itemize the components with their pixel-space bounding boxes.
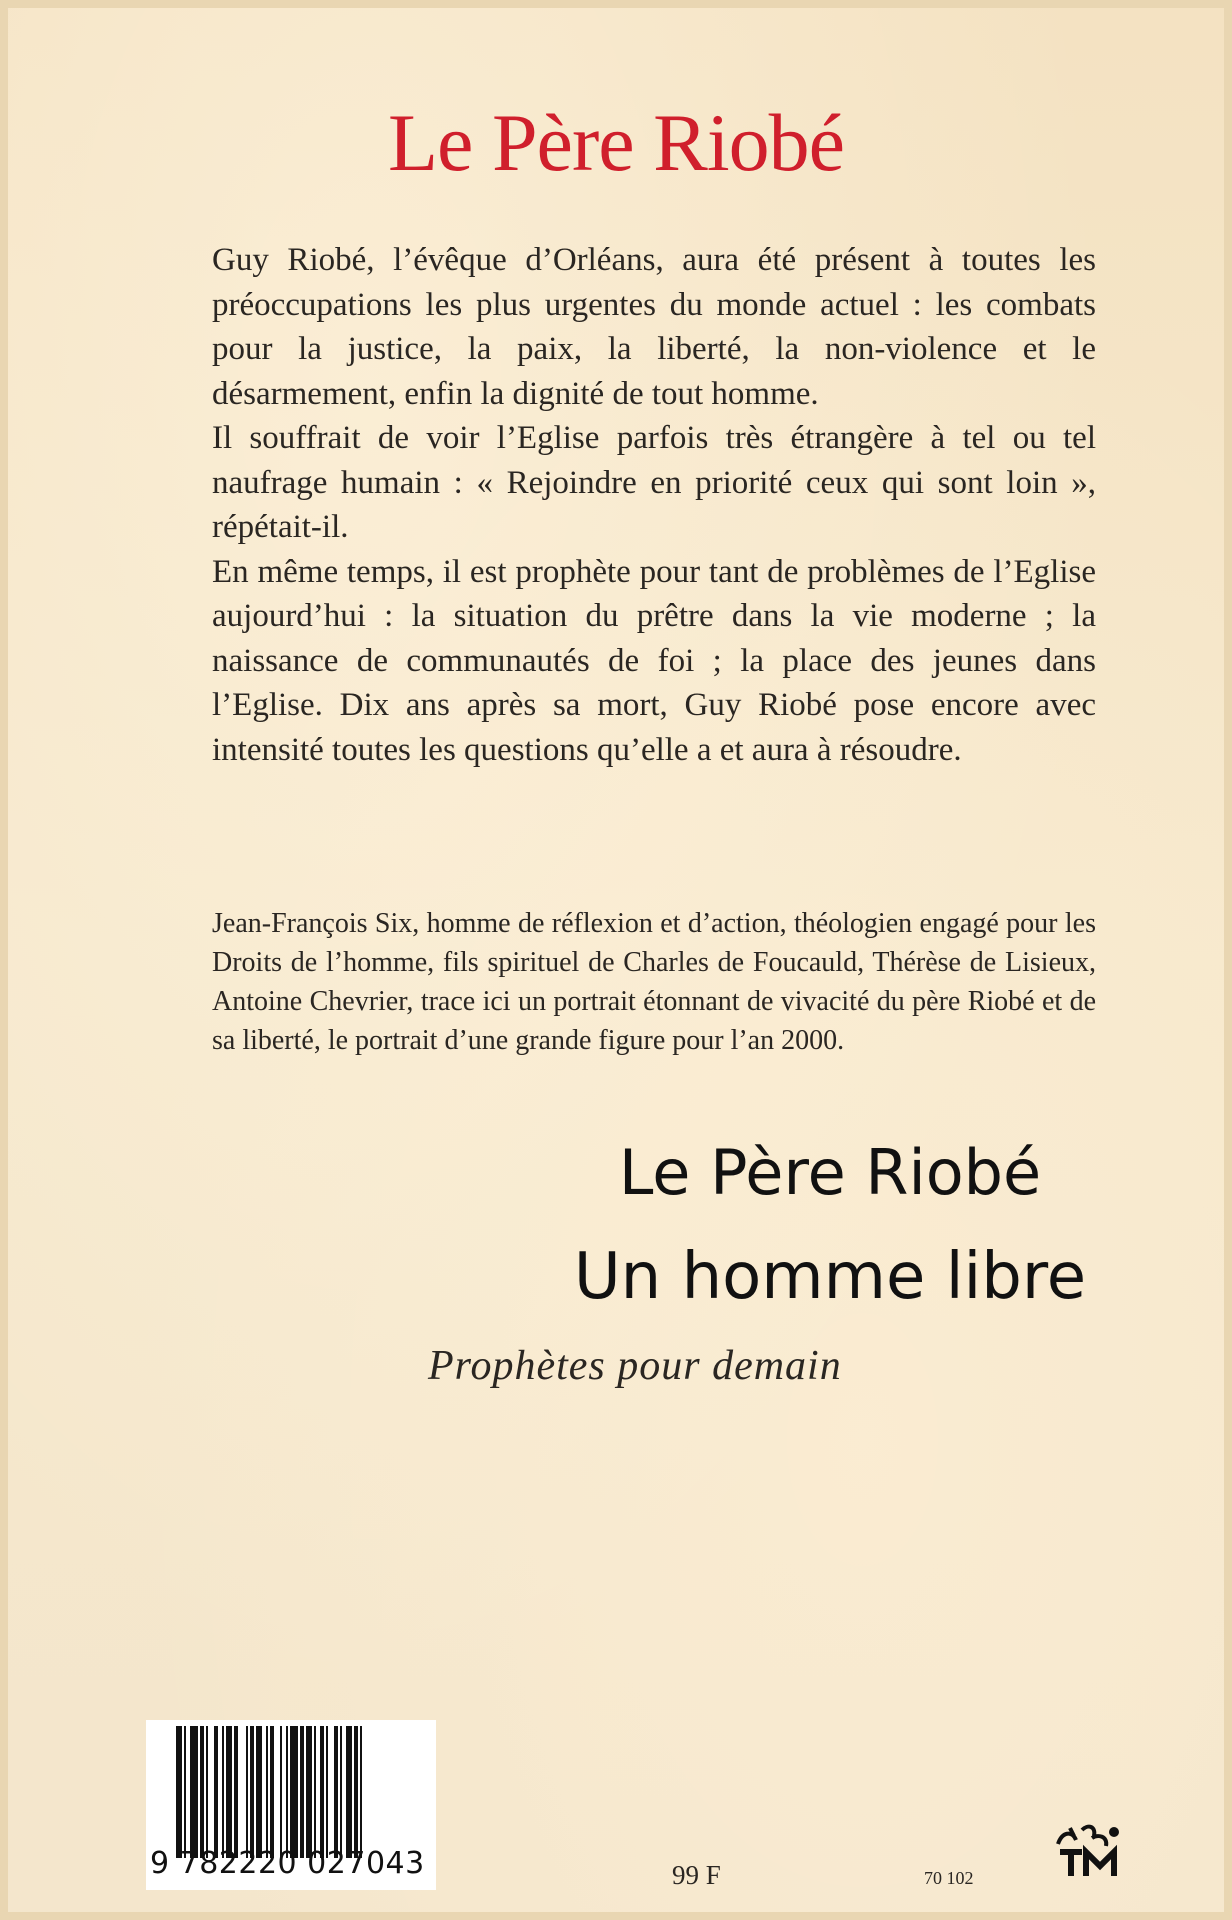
barcode-bar [214, 1726, 218, 1858]
barcode-bar [266, 1726, 268, 1858]
barcode-bar [234, 1726, 238, 1858]
cover-title: Le Père Riobé [387, 97, 845, 188]
blurb-paragraph-1: Guy Riobé, l’évêque d’Orléans, aura été présent à toutes les préoccupations les plus urgentes du monde actuel : les combats pour la justice, la paix, la liberté, la non-violence et le désarmement, enfin la dignité de tout homme. [212, 242, 1096, 412]
price: 99 F [672, 1860, 721, 1890]
barcode-bar [176, 1726, 182, 1858]
barcode-bar [286, 1726, 288, 1858]
barcode-bar [222, 1726, 224, 1858]
barcode-bar [246, 1726, 248, 1858]
barcode-bar [346, 1726, 352, 1858]
blurb-paragraph-2: Il souffrait de voir l’Eglise parfois très étrangère à tel ou tel naufrage humain : « Rejoindre en priorité ceux qui sont loin », répétait-il. [212, 420, 1096, 545]
barcode-bar [290, 1726, 298, 1858]
author-note: Jean-François Six, homme de réflexion et d’action, théologien engagé pour les Droits de l’homme, fils spirituel de Charles de Foucauld, Thérèse de Lisieux, Antoine Chevrier, trace ici un portrait étonnant de vivacité du père Riobé et de sa liberté, le portrait d’une grande figure pour l’an 2000. [212, 908, 1096, 1056]
handwritten-title: Le Père Riobé [618, 1136, 1042, 1209]
barcode-bar [300, 1726, 304, 1858]
barcode-bar [280, 1726, 282, 1858]
barcode-bar [326, 1726, 328, 1858]
barcode-bar [354, 1726, 358, 1858]
barcode-bar [184, 1726, 186, 1858]
isbn-number: 9 782220 027043 [150, 1846, 425, 1881]
barcode-bar [340, 1726, 342, 1858]
blurb-paragraph-3: En même temps, il est prophète pour tant de problèmes de l’Eglise aujourd’hui : la situation du prêtre dans la vie moderne ; la naissance de communautés de foi ; la place des jeunes dans l’Eglise. Dix ans après sa mort, Guy Riobé pose encore avec intensité toutes les questions qu’elle a et aura à résoudre. [212, 553, 1096, 768]
barcode-bars [176, 1726, 426, 1858]
barcode-bar [190, 1726, 198, 1858]
barcode-bar [320, 1726, 324, 1858]
publisher-logo-icon [1052, 1822, 1132, 1885]
barcode-bar [206, 1726, 208, 1858]
barcode-bar [314, 1726, 316, 1858]
handwritten-subtitle: Un homme libre [573, 1240, 1087, 1314]
series-name: Prophètes pour demain [428, 1343, 842, 1389]
barcode-bar [250, 1726, 254, 1858]
barcode-bar [226, 1726, 232, 1858]
barcode-bar [306, 1726, 312, 1858]
barcode-bar [200, 1726, 204, 1858]
barcode-bar [360, 1726, 362, 1858]
blurb-text [212, 238, 1096, 772]
catalog-code: 70 102 [924, 1868, 974, 1888]
barcode-bar [270, 1726, 274, 1858]
barcode-bar [334, 1726, 338, 1858]
barcode-bar [256, 1726, 262, 1858]
